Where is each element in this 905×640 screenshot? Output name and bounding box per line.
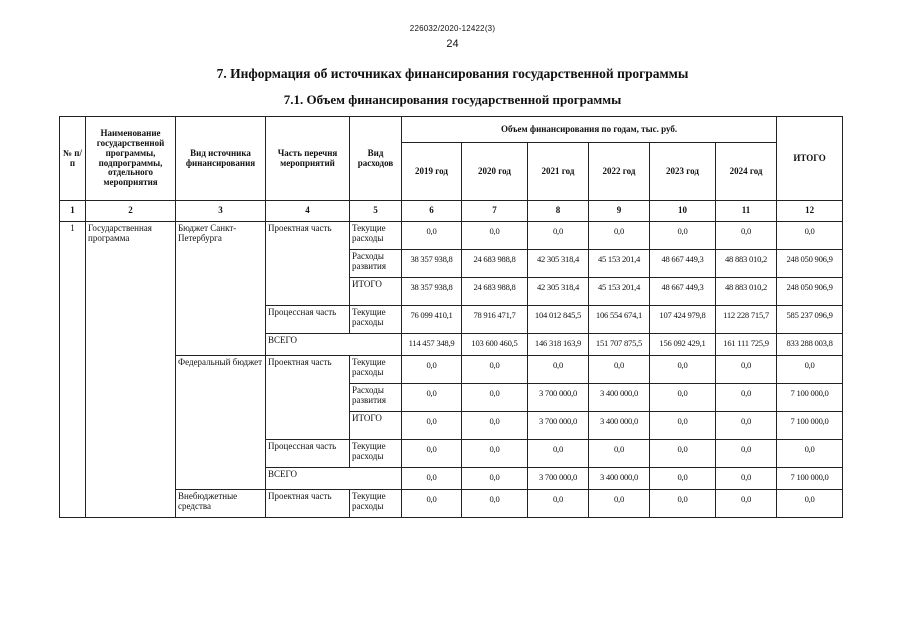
year-value: 3 400 000,0 (589, 468, 650, 490)
year-value: 107 424 979,8 (650, 306, 716, 334)
header-year: 2024 год (716, 143, 777, 201)
header-name: Наименование государственной программы, подпрограммы, отдельного мероприятия (86, 117, 176, 201)
year-value: 0,0 (589, 356, 650, 384)
year-value: 45 153 201,4 (589, 250, 650, 278)
year-value: 0,0 (462, 412, 528, 440)
year-value: 0,0 (716, 384, 777, 412)
column-number: 6 (402, 201, 462, 222)
row-total-value: 0,0 (777, 222, 843, 250)
year-value: 24 683 988,8 (462, 278, 528, 306)
row-total-value: 7 100 000,0 (777, 468, 843, 490)
header-year: 2021 год (528, 143, 589, 201)
expense-kind: Текущие расходы (350, 440, 402, 468)
row-total-value: 0,0 (777, 490, 843, 518)
year-value: 106 554 674,1 (589, 306, 650, 334)
year-value: 38 357 938,8 (402, 250, 462, 278)
year-value: 48 883 010,2 (716, 278, 777, 306)
year-value: 114 457 348,9 (402, 334, 462, 356)
year-value: 112 228 715,7 (716, 306, 777, 334)
page-number: 24 (446, 38, 459, 50)
year-value: 146 318 163,9 (528, 334, 589, 356)
row-total-value: 7 100 000,0 (777, 384, 843, 412)
header-year: 2020 год (462, 143, 528, 201)
table-row (60, 222, 843, 250)
year-value: 0,0 (650, 412, 716, 440)
year-value: 45 153 201,4 (589, 278, 650, 306)
year-value: 24 683 988,8 (462, 250, 528, 278)
column-number: 11 (716, 201, 777, 222)
row-total-value: 0,0 (777, 440, 843, 468)
column-number: 5 (350, 201, 402, 222)
table-row (60, 490, 843, 518)
year-value: 0,0 (402, 440, 462, 468)
column-number: 10 (650, 201, 716, 222)
header-year: 2019 год (402, 143, 462, 201)
project-part-label: Проектная часть (266, 222, 350, 306)
total-label: ВСЕГО (266, 468, 402, 490)
year-value: 0,0 (402, 412, 462, 440)
document-id: 226032/2020-12422(3) (409, 24, 496, 33)
column-number: 3 (176, 201, 266, 222)
expense-kind: Текущие расходы (350, 306, 402, 334)
year-value: 0,0 (528, 440, 589, 468)
year-value: 103 600 460,5 (462, 334, 528, 356)
year-value: 0,0 (716, 222, 777, 250)
row-total-value: 7 100 000,0 (777, 412, 843, 440)
year-value: 48 667 449,3 (650, 250, 716, 278)
expense-kind: Текущие расходы (350, 222, 402, 250)
year-value: 38 357 938,8 (402, 278, 462, 306)
year-value: 0,0 (462, 222, 528, 250)
expense-kind: Расходы развития (350, 384, 402, 412)
row-total-value: 833 288 003,8 (777, 334, 843, 356)
year-value: 42 305 318,4 (528, 250, 589, 278)
year-value: 0,0 (716, 490, 777, 518)
year-value: 78 916 471,7 (462, 306, 528, 334)
column-number: 4 (266, 201, 350, 222)
header-source: Вид источника финансирования (176, 117, 266, 201)
year-value: 3 700 000,0 (528, 468, 589, 490)
year-value: 156 092 429,1 (650, 334, 716, 356)
section-heading: 7. Информация об источниках финансирования государственной программы (216, 66, 689, 81)
year-value: 0,0 (589, 490, 650, 518)
header-year: 2023 год (650, 143, 716, 201)
column-number: 1 (60, 201, 86, 222)
year-value: 0,0 (650, 222, 716, 250)
row-total-value: 248 050 906,9 (777, 278, 843, 306)
year-value: 76 099 410,1 (402, 306, 462, 334)
year-value: 0,0 (402, 384, 462, 412)
year-value: 0,0 (650, 440, 716, 468)
row-total-value: 0,0 (777, 356, 843, 384)
row-total-value: 585 237 096,9 (777, 306, 843, 334)
year-value: 3 700 000,0 (528, 412, 589, 440)
year-value: 0,0 (589, 222, 650, 250)
program-name: Государственная программа (86, 222, 176, 518)
year-value: 0,0 (462, 356, 528, 384)
year-value: 0,0 (528, 222, 589, 250)
subsection-heading: 7.1. Объем финансирования государственной программы (283, 92, 622, 107)
funding-source: Внебюджетные средства (176, 490, 266, 518)
expense-kind: Текущие расходы (350, 356, 402, 384)
year-value: 0,0 (402, 222, 462, 250)
expense-kind: ИТОГО (350, 412, 402, 440)
year-value: 0,0 (650, 468, 716, 490)
financing-table (59, 116, 843, 518)
year-value: 0,0 (462, 468, 528, 490)
year-value: 3 700 000,0 (528, 384, 589, 412)
expense-kind: Текущие расходы (350, 490, 402, 518)
year-value: 0,0 (589, 440, 650, 468)
process-part-label: Процессная часть (266, 306, 350, 334)
funding-source: Бюджет Санкт-Петербурга (176, 222, 266, 356)
header-no: № п/п (60, 117, 86, 201)
funding-source: Федеральный бюджет (176, 356, 266, 490)
year-value: 0,0 (716, 412, 777, 440)
header-part: Часть перечня мероприятий (266, 117, 350, 201)
column-number: 8 (528, 201, 589, 222)
year-value: 0,0 (402, 356, 462, 384)
column-number: 12 (777, 201, 843, 222)
year-value: 0,0 (402, 468, 462, 490)
year-value: 0,0 (716, 356, 777, 384)
year-value: 48 667 449,3 (650, 278, 716, 306)
year-value: 0,0 (716, 440, 777, 468)
year-value: 0,0 (650, 384, 716, 412)
column-number: 7 (462, 201, 528, 222)
expense-kind: ИТОГО (350, 278, 402, 306)
year-value: 0,0 (462, 490, 528, 518)
project-part-label: Проектная часть (266, 490, 350, 518)
year-value: 3 400 000,0 (589, 412, 650, 440)
project-part-label: Проектная часть (266, 356, 350, 440)
row-number: 1 (60, 222, 86, 518)
header-total: ИТОГО (777, 117, 843, 201)
column-number: 9 (589, 201, 650, 222)
year-value: 161 111 725,9 (716, 334, 777, 356)
column-number: 2 (86, 201, 176, 222)
year-value: 151 707 875,5 (589, 334, 650, 356)
process-part-label: Процессная часть (266, 440, 350, 468)
row-total-value: 248 050 906,9 (777, 250, 843, 278)
year-value: 0,0 (528, 356, 589, 384)
table-row (60, 356, 843, 384)
header-kind: Вид расходов (350, 117, 402, 201)
year-value: 0,0 (716, 468, 777, 490)
total-label: ВСЕГО (266, 334, 402, 356)
year-value: 0,0 (650, 356, 716, 384)
year-value: 48 883 010,2 (716, 250, 777, 278)
year-value: 42 305 318,4 (528, 278, 589, 306)
year-value: 0,0 (650, 490, 716, 518)
year-value: 0,0 (462, 384, 528, 412)
year-value: 104 012 845,5 (528, 306, 589, 334)
header-volume: Объем финансирования по годам, тыс. руб. (402, 117, 777, 143)
year-value: 3 400 000,0 (589, 384, 650, 412)
year-value: 0,0 (402, 490, 462, 518)
year-value: 0,0 (528, 490, 589, 518)
header-year: 2022 год (589, 143, 650, 201)
expense-kind: Расходы развития (350, 250, 402, 278)
year-value: 0,0 (462, 440, 528, 468)
